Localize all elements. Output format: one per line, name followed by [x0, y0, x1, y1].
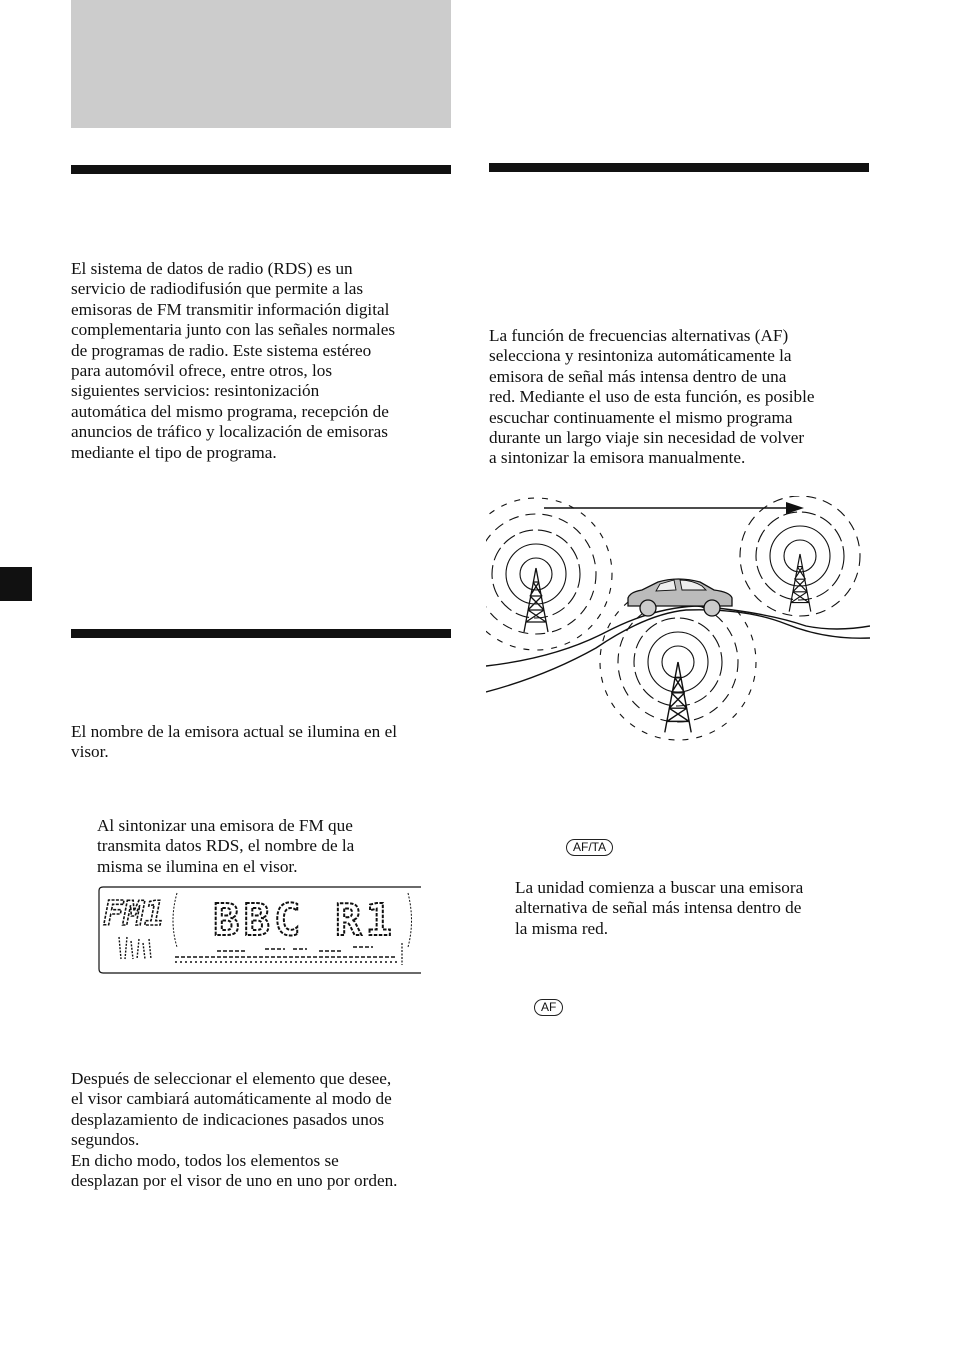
- rds-description: El sistema de datos de radio (RDS) es un servicio de radiodifusión que permite a las emisoras de FM transmitir información digital complementaria junto con las señales normales de programas de radio. Este sistema estéreo para automóvil ofrece, entre otros, los siguientes servicios: resintonización automática del mismo programa, recepción de anuncios de tráfico y localización de emisoras mediante el tipo de programa.: [71, 259, 396, 462]
- chapter-tab: [0, 567, 32, 601]
- tuning-note: Al sintonizar una emisora de FM que transmita datos RDS, el nombre de la misma se ilumina en el visor.: [97, 816, 355, 876]
- left-tower-waves: [486, 498, 612, 650]
- af-illustration: [486, 496, 870, 742]
- tower-icon-left: [524, 568, 548, 632]
- section-rule-af: [489, 163, 869, 172]
- lcd-band: FM1: [103, 894, 165, 934]
- af-key: AF: [534, 999, 563, 1016]
- tower-icon-right: [789, 554, 811, 612]
- af-ta-key: AF/TA: [566, 839, 613, 856]
- lcd-display: [97, 885, 421, 975]
- lcd-station: BBC R1: [213, 895, 396, 946]
- section-rule-station: [71, 629, 451, 638]
- title-block: [71, 0, 451, 128]
- level-meter: [175, 947, 397, 962]
- tower-icon-bottom: [665, 662, 691, 732]
- af-description: La función de frecuencias alternativas (AF) selecciona y resintoniza automáticamente la emisora de señal más intensa dentro de una red. Mediante el uso de esta función, es posible escuchar continuamente el mismo programa durante un largo viaje sin necesidad de volver a sintonizar la emisora manualmente.: [489, 326, 815, 468]
- section-rule-rds: [71, 165, 451, 174]
- search-description: La unidad comienza a buscar una emisora alternativa de señal más intensa dentro de la misma red.: [515, 878, 804, 938]
- station-name-description: El nombre de la emisora actual se ilumina en el visor.: [71, 722, 397, 762]
- signal-indicator-icon: [119, 937, 151, 959]
- scroll-mode-description: Después de seleccionar el elemento que desee, el visor cambiará automáticamente al modo de desplazamiento de indicaciones pasados unos segundos. En dicho modo, todos los elementos se desplazan por el visor de uno en uno por orden.: [71, 1069, 398, 1191]
